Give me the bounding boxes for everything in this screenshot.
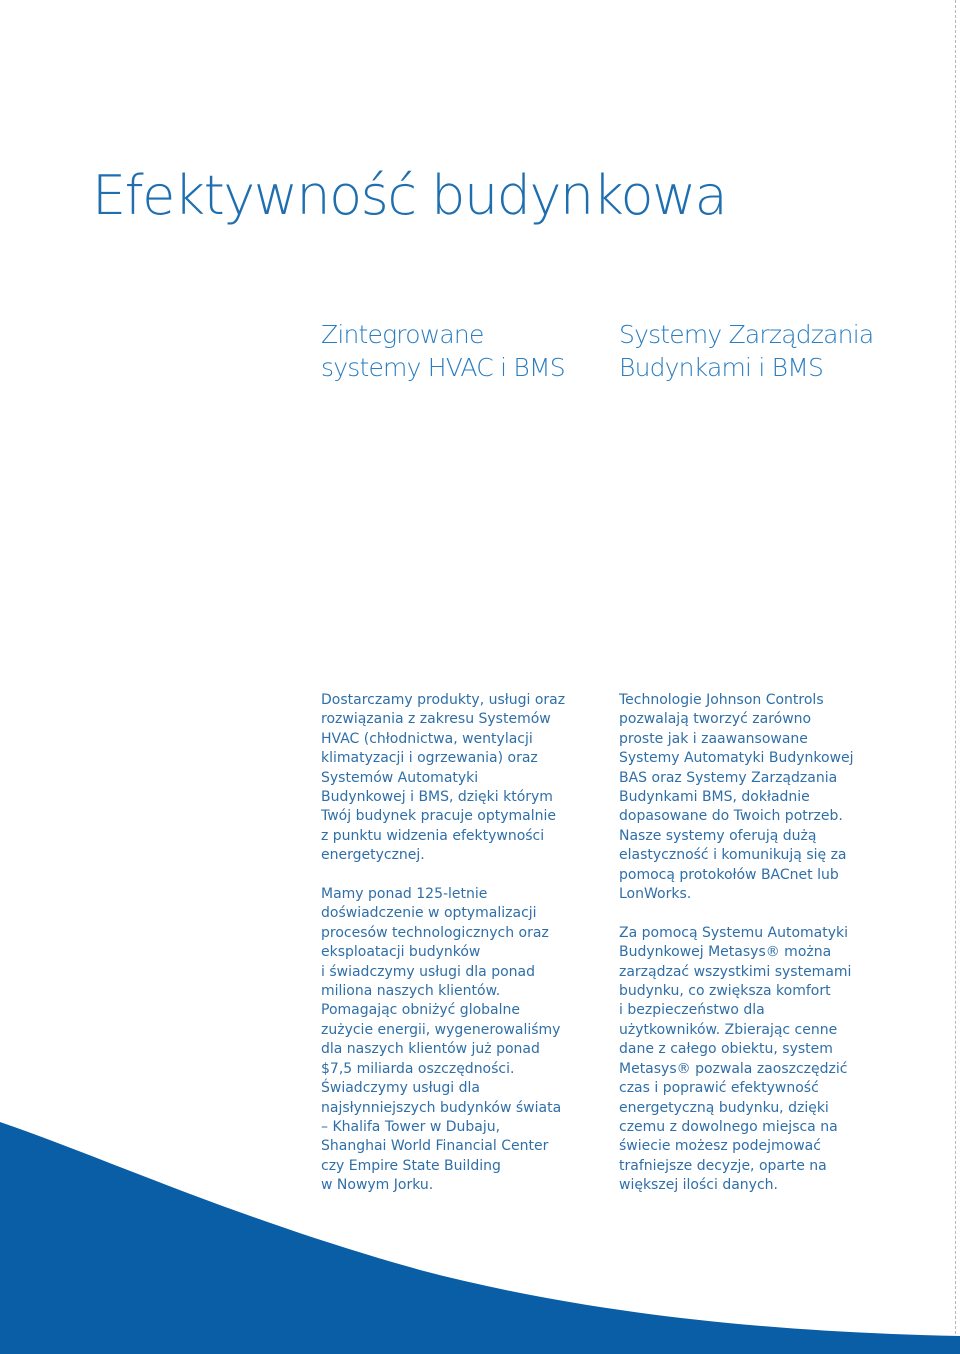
text-line: najsłynniejszych budynków świata — [321, 1099, 562, 1116]
left-paragraph-1 — [321, 691, 591, 866]
text-line: elastyczność i komunikują się za — [619, 847, 847, 864]
text-line: klimatyzacji i ogrzewania) oraz — [321, 750, 538, 767]
text-line: czas i poprawić efektywność — [619, 1080, 819, 1097]
text-line: Dostarczamy produkty, usługi oraz — [321, 692, 566, 708]
text-line: rozwiązania z zakresu Systemów — [321, 711, 551, 728]
text-line: $7,5 miliarda oszczędności. — [321, 1060, 515, 1077]
text-line: Budynkowej i BMS, dzięki którym — [321, 789, 553, 806]
text-line: Budynkami BMS, dokładnie — [619, 789, 810, 806]
text-line: proste jak i zaawansowane — [619, 730, 808, 747]
text-line: energetyczną budynku, dzięki — [619, 1099, 829, 1116]
text-line: – Khalifa Tower w Dubaju, — [321, 1118, 501, 1135]
text-line: Systemy Automatyki Budynkowej — [619, 750, 854, 767]
text-line: Pomagając obniżyć globalne — [321, 1002, 520, 1019]
blue-wave-band — [0, 1080, 960, 1354]
text-line: HVAC (chłodnictwa, wentylacji — [321, 730, 533, 747]
text-line: użytkowników. Zbierając cenne — [619, 1021, 838, 1038]
text-line: czemu z dowolnego miejsca na — [619, 1118, 838, 1135]
text-line: Budynkowej Metasys® można — [619, 944, 832, 961]
page-title: Efektywność budynkowa — [92, 164, 727, 227]
text-line: budynku, co zwiększa komfort — [619, 983, 831, 1000]
text-line: dla naszych klientów już ponad — [321, 1041, 540, 1058]
text-line: z punktu widzenia efektywności — [321, 827, 545, 844]
text-line: BAS oraz Systemy Zarządzania — [619, 769, 838, 786]
text-line: Metasys® pozwala zaoszczędzić — [619, 1060, 848, 1077]
text-line: doświadczenie w optymalizacji — [321, 905, 537, 922]
text-line: Shanghai World Financial Center — [321, 1138, 549, 1155]
right-column-heading — [619, 318, 873, 384]
text-line: LonWorks. — [619, 886, 692, 903]
text-line: Technologie Johnson Controls — [619, 692, 824, 708]
text-line: Systemów Automatyki — [321, 769, 479, 786]
text-line: Nasze systemy oferują dużą — [619, 827, 817, 844]
text-line: i bezpieczeństwo dla — [619, 1002, 765, 1019]
text-line: dopasowane do Twoich potrzeb. — [619, 808, 843, 825]
text-line: większej ilości danych. — [619, 1177, 778, 1194]
text-line: eksploatacji budynków — [321, 944, 481, 961]
text-line: miliona naszych klientów. — [321, 983, 501, 1000]
text-line: w Nowym Jorku. — [321, 1177, 434, 1194]
text-line: Świadczymy usługi dla — [321, 1080, 480, 1097]
text-line: procesów technologicznych oraz — [321, 924, 549, 941]
left-heading-line: Zintegrowane — [321, 320, 484, 349]
right-heading-line: Budynkami i BMS — [619, 353, 824, 382]
text-line: energetycznej. — [321, 847, 425, 864]
text-line: Za pomocą Systemu Automatyki — [619, 924, 849, 941]
left-column-heading — [321, 318, 565, 384]
text-line: i świadczymy usługi dla ponad — [321, 963, 535, 980]
text-line: Twój budynek pracuje optymalnie — [321, 808, 557, 825]
text-line: czy Empire State Building — [321, 1157, 501, 1174]
text-line: pomocą protokołów BACnet lub — [619, 866, 839, 883]
right-paragraph-1 — [619, 691, 889, 904]
text-line: Mamy ponad 125-letnie — [321, 886, 488, 903]
text-line: świecie możesz podejmować — [619, 1138, 821, 1155]
text-line: zarządzać wszystkimi systemami — [619, 963, 852, 980]
text-line: trafniejsze decyzje, oparte na — [619, 1157, 827, 1174]
text-line: pozwalają tworzyć zarówno — [619, 711, 812, 728]
right-heading-line: Systemy Zarządzania — [619, 320, 874, 349]
text-line: dane z całego obiektu, system — [619, 1041, 833, 1058]
blue-wave-shape — [0, 1122, 960, 1354]
left-heading-line: systemy HVAC i BMS — [321, 353, 565, 382]
text-line: zużycie energii, wygenerowaliśmy — [321, 1021, 561, 1038]
